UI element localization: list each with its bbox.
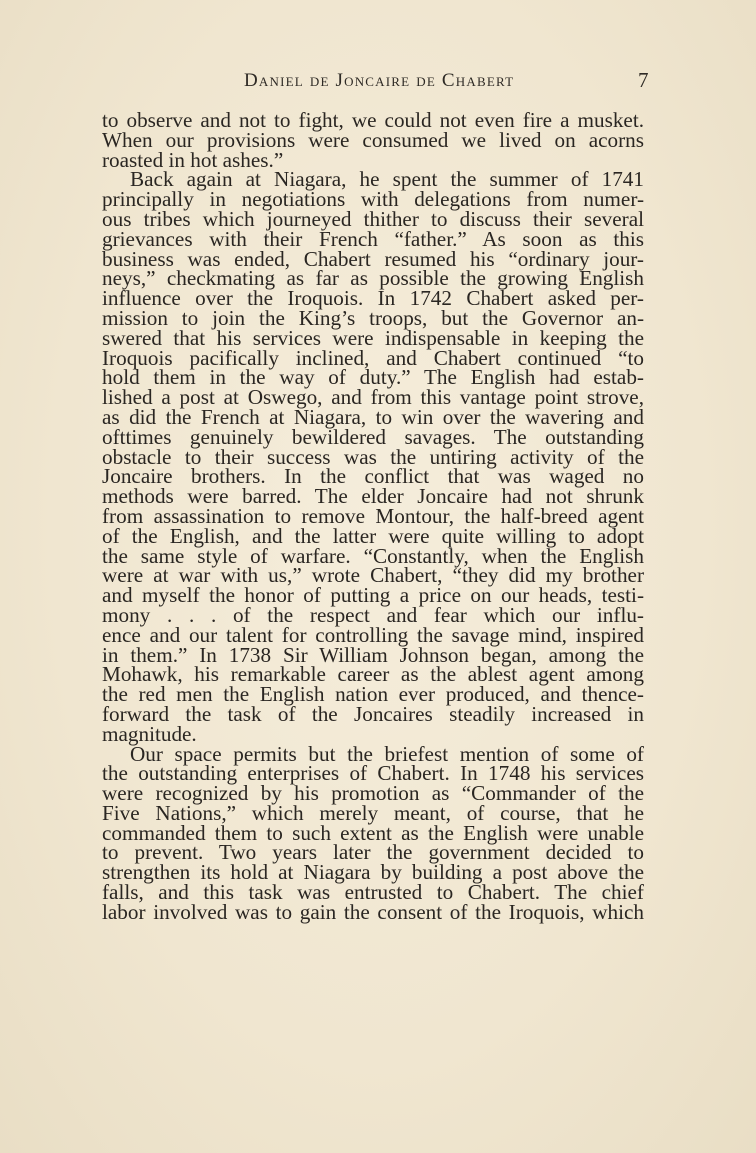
text-line: lished a post at Oswego, and from this vantage point strove,: [102, 385, 644, 410]
text-line: strengthen its hold at Niagara by building a post above the: [102, 860, 644, 885]
running-head: [0, 66, 756, 98]
text-line: Back again at Niagara, he spent the summer of 1741: [130, 167, 644, 192]
text-line: the outstanding enterprises of Chabert. In 1748 his services: [102, 761, 644, 786]
text-line: were recognized by his promotion as “Commander of the: [102, 781, 644, 806]
text-line: principally in negotiations with delegations from numer-: [102, 187, 644, 212]
text-line: forward the task of the Joncaires steadily increased in: [102, 701, 644, 726]
text-line: the red men the English nation ever produced, and thence-: [102, 682, 644, 707]
text-line: roasted in hot ashes.”: [102, 147, 284, 172]
text-line: ence and our talent for controlling the savage mind, inspired: [102, 622, 644, 647]
text-line: When our provisions were consumed we lived on acorns: [102, 127, 644, 152]
text-line: to prevent. Two years later the government decided to: [102, 840, 644, 865]
text-line: the same style of warfare. “Constantly, when the English: [102, 543, 644, 568]
text-line: labor involved was to gain the consent of the Iroquois, which: [102, 899, 644, 924]
text-line: ous tribes which journeyed thither to discuss their several: [102, 206, 644, 231]
text-line: in them.” In 1738 Sir William Johnson began, among the: [102, 642, 644, 667]
text-line: mission to join the King’s troops, but the Governor an-: [102, 305, 644, 330]
body-text: [102, 108, 644, 924]
text-line: Mohawk, his remarkable career as the ablest agent among: [102, 662, 644, 687]
text-line: neys,” checkmating as far as possible the growing English: [102, 266, 644, 291]
paragraph: [102, 167, 644, 746]
text-line: Our space permits but the briefest mention of some of: [130, 741, 644, 766]
text-line: methods were barred. The elder Joncaire had not shrunk: [102, 484, 644, 509]
text-line: falls, and this task was entrusted to Chabert. The chief: [102, 880, 644, 905]
text-line: were at war with us,” wrote Chabert, “they did my brother: [102, 563, 644, 588]
page-number: 7: [638, 68, 649, 92]
text-line: grievances with their French “father.” As soon as this: [102, 226, 644, 251]
paragraph: [102, 741, 644, 924]
text-line: commanded them to such extent as the English were unable: [102, 820, 644, 845]
text-line: obstacle to their success was the untiring activity of the: [102, 444, 644, 469]
text-line: magnitude.: [102, 721, 197, 746]
text-line: from assassination to remove Montour, the half-breed agent: [102, 503, 644, 528]
text-line: Iroquois pacifically inclined, and Chabert continued “to: [102, 345, 644, 370]
text-line: to observe and not to fight, we could not even fire a musket.: [102, 108, 644, 132]
text-line: as did the French at Niagara, to win over the wavering and: [102, 404, 644, 429]
text-line: Joncaire brothers. In the conflict that was waged no: [102, 464, 644, 489]
text-line: Five Nations,” which merely meant, of course, that he: [102, 800, 644, 825]
text-line: business was ended, Chabert resumed his “ordinary jour-: [102, 246, 644, 271]
text-line: mony . . . of the respect and fear which our influ-: [102, 602, 644, 627]
text-line: and myself the honor of putting a price on our heads, testi-: [102, 583, 644, 608]
text-line: of the English, and the latter were quite willing to adopt: [102, 523, 644, 548]
paragraph: [102, 108, 644, 172]
text-line: hold them in the way of duty.” The English had estab-: [102, 365, 644, 390]
text-line: swered that his services were indispensable in keeping the: [102, 325, 644, 350]
text-line: influence over the Iroquois. In 1742 Chabert asked per-: [102, 286, 644, 311]
running-title: Daniel de Joncaire de Chabert: [244, 70, 515, 91]
text-line: ofttimes genuinely bewildered savages. The outstanding: [102, 424, 644, 449]
